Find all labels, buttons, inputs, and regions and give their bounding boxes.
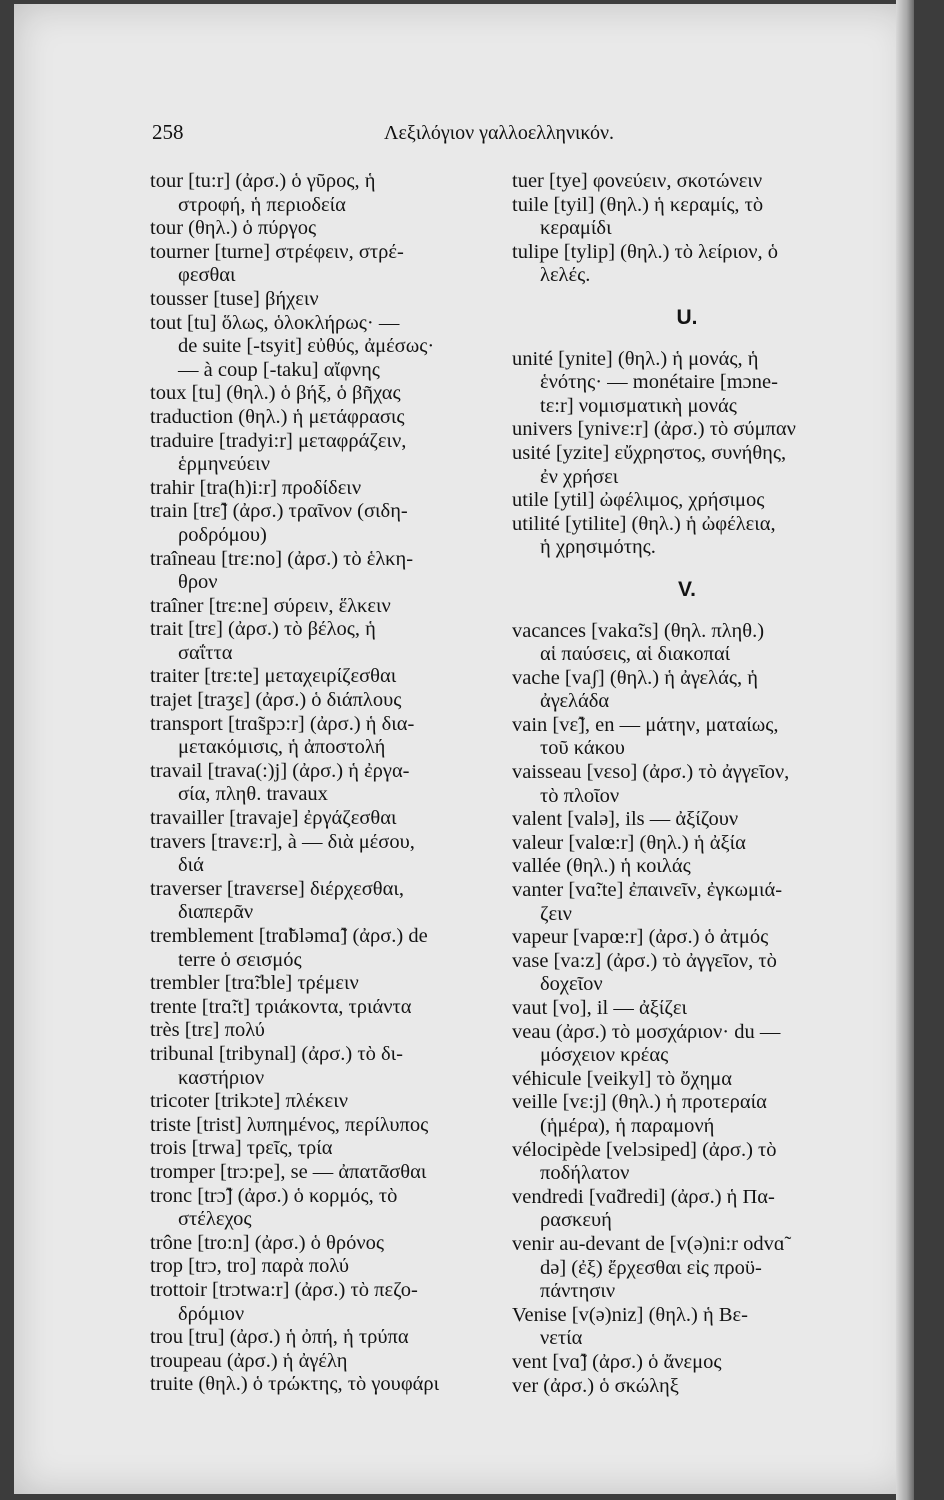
entry-line: trait [trɛ] (ἀρσ.) τὸ βέλος, ἡ xyxy=(150,618,376,641)
section-gap xyxy=(512,288,862,306)
entry-line: tour (θηλ.) ὁ πύργος xyxy=(150,217,317,240)
left-column xyxy=(150,170,500,1397)
entry-continuation: δοχεῖον xyxy=(540,973,603,996)
entry-line: vaut [vo], il — ἀξίζει xyxy=(512,997,687,1019)
entry-continuation: καστήριον xyxy=(178,1066,265,1089)
entry-line: tremblement [trɑ̃bləmɑ̃] (ἀρσ.) de xyxy=(150,925,428,947)
entry-line: veau (ἀρσ.) τὸ μοσχάριον· du — xyxy=(512,1020,781,1043)
book-spine-shadow xyxy=(896,0,914,1500)
entry-continuation: — à coup [-taku] αἴφνης xyxy=(178,358,380,381)
entry-line: tout [tu] ὅλως, ὁλοκλήρως· — xyxy=(150,311,400,334)
entry-line: vallée (θηλ.) ἡ κοιλάς xyxy=(512,855,691,878)
entry-line: tronc [trɔ̃] (ἀρσ.) ὁ κορμός, τὸ xyxy=(150,1184,398,1207)
entry-line: toux [tu] (θηλ.) ὁ βήξ, ὁ βῆχας xyxy=(150,382,401,405)
entry-continuation: ἡ χρησιμότης. xyxy=(540,536,656,559)
entry-line: tuer [tye] φονεύειν, σκοτώνειν xyxy=(512,170,763,192)
section-letter: U. xyxy=(676,305,698,329)
entry-line: traîneau [trɛ:no] (ἀρσ.) τὸ ἑλκη- xyxy=(150,547,414,570)
right-column xyxy=(512,170,862,1398)
entry-line: trahir [tra(h)i:r] προδίδειν xyxy=(150,476,362,499)
entry-line: tulipe [tylip] (θηλ.) τὸ λείριον, ὁ xyxy=(512,240,778,263)
entry-line: trajet [traʒɛ] (ἀρσ.) ὁ διάπλους xyxy=(150,689,402,712)
entry-continuation: μόσχειον κρέας xyxy=(540,1044,669,1067)
entry-continuation: δρόμιον xyxy=(178,1302,245,1325)
entry-line: tribunal [tribynal] (ἀρσ.) τὸ δι- xyxy=(150,1042,403,1065)
entry-line: tourner [turne] στρέφειν, στρέ- xyxy=(150,240,404,263)
entry-line: vase [va:z] (ἀρσ.) τὸ ἀγγεῖον, τὸ xyxy=(512,949,777,972)
entry-line: tuile [tyil] (θηλ.) ἡ κεραμίς, τὸ xyxy=(512,193,764,216)
section-gap xyxy=(512,560,862,578)
entry-continuation: ἑρμηνεύειν xyxy=(178,453,270,476)
entry-continuation: φεσθαι xyxy=(178,264,236,287)
entry-continuation: de suite [-tsyit] εὐθύς, ἀμέσως· xyxy=(178,335,435,358)
entry-line: tour [tu:r] (ἀρσ.) ὁ γῦρος, ἡ xyxy=(150,170,376,192)
entry-line: tousser [tuse] βήχειν xyxy=(150,287,319,310)
section-gap xyxy=(512,330,862,348)
running-title: Λεξιλόγιον γαλλοελληνικόν. xyxy=(384,122,615,144)
entry-continuation: terre ὁ σεισμός xyxy=(178,948,302,971)
entry-line: Venise [v(ə)niz] (θηλ.) ἡ Βε- xyxy=(512,1303,748,1326)
entry-line: vache [vaʃ] (θηλ.) ἡ ἀγελάς, ἡ xyxy=(512,666,758,689)
entry-line: truite (θηλ.) ὁ τρώκτης, τὸ γουφάρι xyxy=(150,1373,440,1396)
entry-continuation: αἱ παύσεις, αἱ διακοπαί xyxy=(540,643,731,666)
entry-line: venir au-devant de [v(ə)ni:r odvɑ̃ xyxy=(512,1232,785,1255)
entry-line: tromper [trɔ:pe], se — ἀπατᾶσθαι xyxy=(150,1160,427,1183)
entry-continuation: λελές. xyxy=(540,264,591,287)
entry-continuation: διαπερᾶν xyxy=(178,901,254,924)
entry-line: trou [tru] (ἀρσ.) ἡ ὀπή, ἡ τρύπα xyxy=(150,1326,409,1349)
entry-line: vacances [vakɑ̃:s] (θηλ. πληθ.) xyxy=(512,619,765,642)
entry-continuation: ζειν xyxy=(540,902,572,925)
entry-line: triste [trist] λυπημένος, περίλυπος xyxy=(150,1113,429,1136)
entry-line: trente [trɑ̃:t] τριάκοντα, τριάντα xyxy=(150,995,412,1018)
entry-line: utile [ytil] ὠφέλιμος, χρήσιμος xyxy=(512,489,765,512)
entry-continuation: κεραμίδι xyxy=(540,217,612,240)
entry-continuation: də] (ἐξ) ἔρχεσθαι εἰς προϋ- xyxy=(540,1256,762,1279)
entry-line: vent [vɑ̃] (ἀρσ.) ὁ ἄνεμος xyxy=(512,1350,722,1373)
entry-line: valeur [valœ:r] (θηλ.) ἡ ἀξία xyxy=(512,831,746,854)
entry-continuation: σαΐττα xyxy=(178,641,233,664)
entry-line: traverser [travɛrse] διέρχεσθαι, xyxy=(150,877,404,900)
entry-line: trop [trɔ, tro] παρὰ πολύ xyxy=(150,1255,350,1278)
entry-line: trottoir [trɔtwa:r] (ἀρσ.) τὸ πεζο- xyxy=(150,1278,418,1301)
entry-line: vélocipède [velɔsiped] (ἀρσ.) τὸ xyxy=(512,1138,777,1161)
entry-line: troupeau (ἀρσ.) ἡ ἀγέλη xyxy=(150,1349,348,1372)
entry-continuation: ροδρόμου) xyxy=(178,523,267,546)
entry-line: unité [ynite] (θηλ.) ἡ μονάς, ἡ xyxy=(512,347,759,370)
entry-continuation: πάντησιν xyxy=(540,1280,616,1303)
entry-line: vanter [vɑ̃:te] ἐπαινεῖν, ἐγκωμιά- xyxy=(512,879,783,902)
entry-line: transport [trɑ̃spɔ:r] (ἀρσ.) ἡ δια- xyxy=(150,712,415,735)
section-letter: V. xyxy=(678,577,696,601)
entry-continuation: θρον xyxy=(178,571,218,594)
entry-continuation: τὸ πλοῖον xyxy=(540,784,620,807)
entry-continuation: ἑνότης· — monétaire [mɔne- xyxy=(540,371,778,394)
entry-line: traduire [tradyi:r] μεταφράζειν, xyxy=(150,429,407,452)
entry-line: vaisseau [vɛso] (ἀρσ.) τὸ ἀγγεῖον, xyxy=(512,761,790,784)
entry-line: usité [yzite] εὔχρηστος, συνήθης, xyxy=(512,441,787,464)
entry-continuation: ποδήλατον xyxy=(540,1162,630,1185)
entry-continuation: σία, πληθ. travaux xyxy=(178,783,328,806)
entry-line: utilité [ytilite] (θηλ.) ἡ ὠφέλεια, xyxy=(512,512,776,535)
entry-line: traduction (θηλ.) ἡ μετάφρασις xyxy=(150,405,405,428)
entry-line: véhicule [veikyl] τὸ ὄχημα xyxy=(512,1067,732,1090)
entry-continuation: μετακόμισις, ἡ ἀποστολή xyxy=(178,736,386,759)
entry-line: veille [vɛ:j] (θηλ.) ἡ προτεραία xyxy=(512,1091,767,1114)
entry-continuation: (ἡμέρα), ἡ παραμονή xyxy=(540,1114,715,1137)
entry-continuation: νετία xyxy=(540,1327,583,1350)
section-gap xyxy=(512,602,862,620)
entry-line: train [trɛ̃] (ἀρσ.) τραῖνον (σιδη- xyxy=(150,500,408,523)
entry-line: valent [valə], ils — ἀξίζουν xyxy=(512,808,739,831)
entry-line: travailler [travaje] ἐργάζεσθαι xyxy=(150,807,397,830)
entry-line: vain [vɛ̃], en — μάτην, ματαίως, xyxy=(512,713,779,736)
entry-line: trône [tro:n] (ἀρσ.) ὁ θρόνος xyxy=(150,1231,384,1254)
entry-line: trois [trwa] τρεῖς, τρία xyxy=(150,1137,333,1160)
entry-line: très [trɛ] πολύ xyxy=(150,1019,265,1042)
entry-continuation: στροφή, ἡ περιοδεία xyxy=(178,193,346,216)
entry-line: tricoter [trikɔte] πλέκειν xyxy=(150,1090,349,1113)
entry-line: travers [travɛ:r], à — διὰ μέσου, xyxy=(150,830,415,853)
entry-line: vapeur [vapœ:r] (ἀρσ.) ὁ ἀτμός xyxy=(512,926,769,949)
entry-line: traiter [trɛ:te] μεταχειρίζεσθαι xyxy=(150,665,397,688)
entry-line: vendredi [vɑ̃dredi] (ἀρσ.) ἡ Πα- xyxy=(512,1185,775,1208)
page-header xyxy=(152,120,712,150)
entry-continuation: ἀγελάδα xyxy=(540,690,610,713)
entry-line: trembler [trɑ̃:ble] τρέμειν xyxy=(150,972,359,995)
page-number: 258 xyxy=(152,120,184,144)
entry-continuation: διά xyxy=(178,854,204,877)
entry-line: ver (ἀρσ.) ὁ σκώληξ xyxy=(512,1374,679,1397)
entry-continuation: ρασκευή xyxy=(540,1209,612,1232)
entry-line: travail [trava(:)j] (ἀρσ.) ἡ ἐργα- xyxy=(150,759,410,782)
entry-continuation: ἐν χρήσει xyxy=(540,465,619,488)
entry-line: univers [ynivɛ:r] (ἀρσ.) τὸ σύμπαν xyxy=(512,418,796,441)
entry-continuation: tɛ:r] νομισματικὴ μονάς xyxy=(540,394,737,417)
entry-continuation: στέλεχος xyxy=(178,1208,252,1231)
entry-continuation: τοῦ κάκου xyxy=(540,737,625,760)
entry-line: traîner [trɛ:ne] σύρειν, ἕλκειν xyxy=(150,594,391,617)
